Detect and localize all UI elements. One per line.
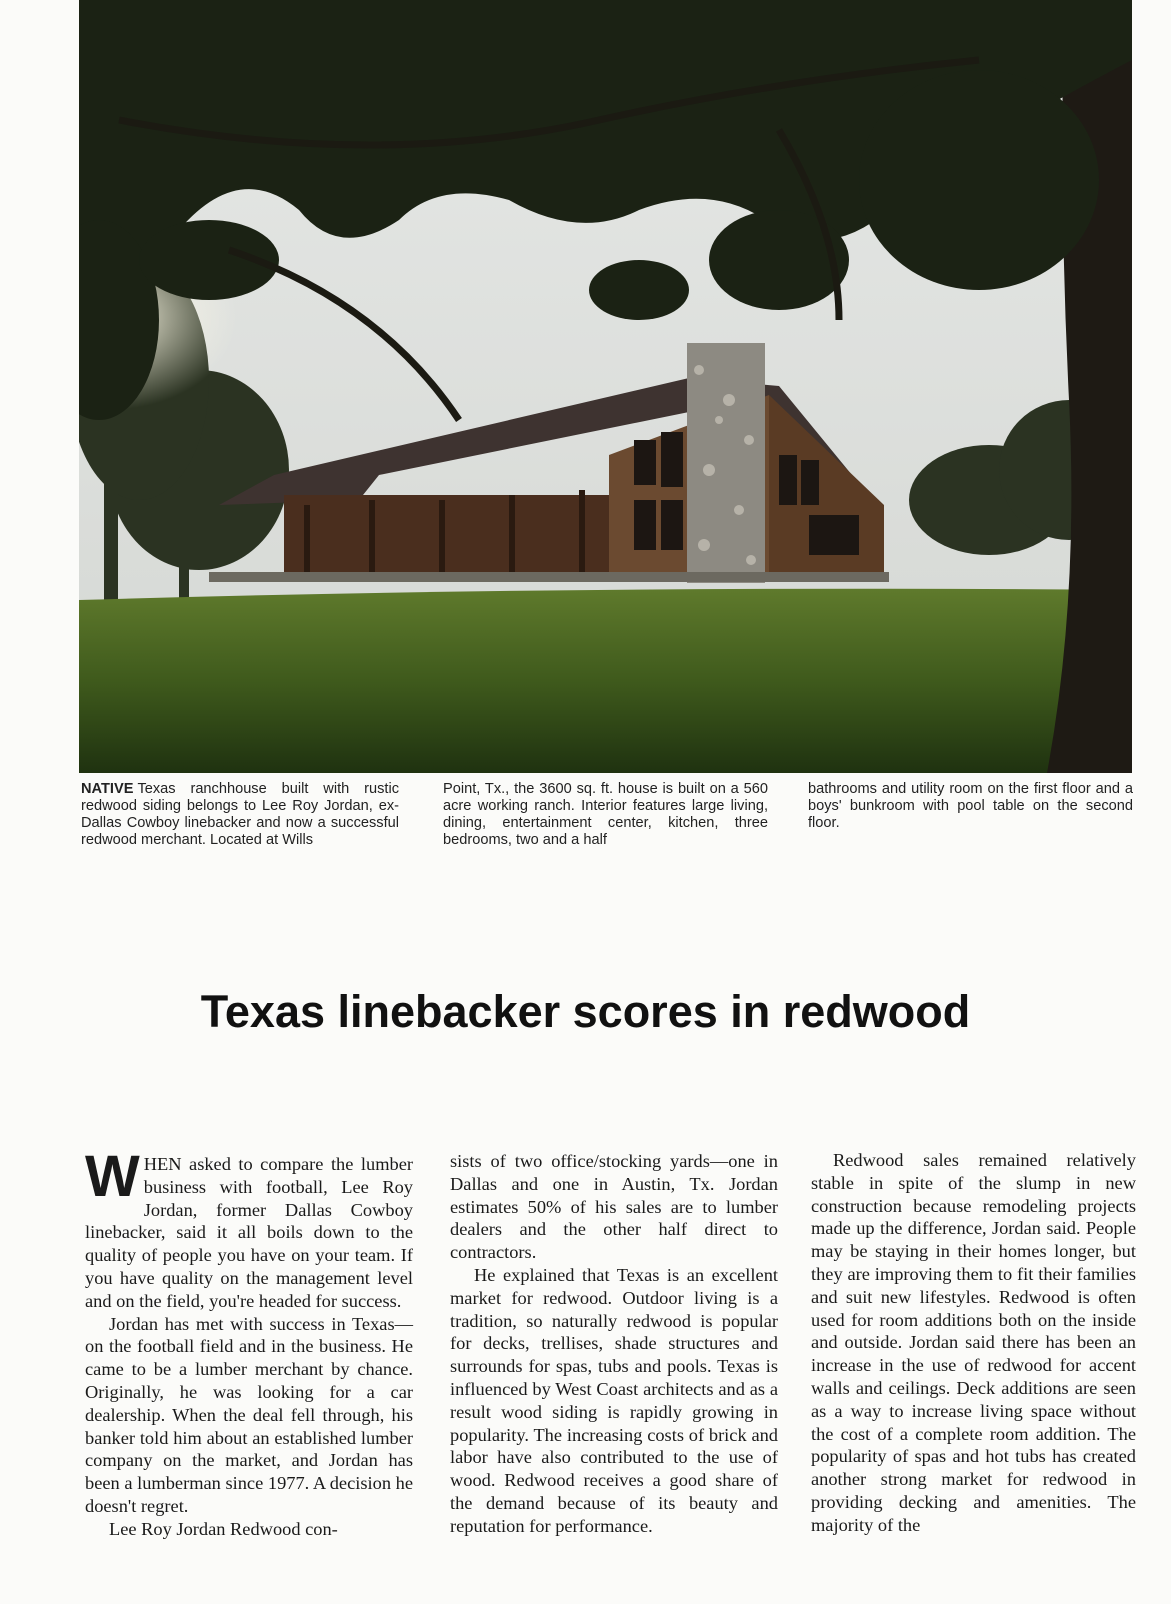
paragraph-text: HEN asked to compare the lumber business with football, Lee Roy Jordan, former Dallas Cowboy linebacker, said it all boils down to the quality of people you have on your team. If you have quality on the management level and on the field, you're headed for success. — [85, 1154, 413, 1311]
ranch-house-illustration — [79, 0, 1132, 773]
article-column-1 — [85, 1144, 413, 1541]
photo-caption-column-3 — [808, 781, 1133, 832]
article-column-3 — [811, 1149, 1136, 1537]
drop-cap: W — [85, 1144, 140, 1209]
article-headline: Texas linebacker scores in redwood — [200, 986, 971, 1037]
article-paragraph: sists of two office/stocking yards—one in Dallas and one in Austin, Tx. Jordan estimates 50% of his sales are to lumber dealers and the other half direct to contractors. — [450, 1151, 778, 1263]
caption-text-3: bathrooms and utility room on the first floor and a boys' bunkroom with pool table on the second floor. — [808, 781, 1133, 831]
caption-lead: NATIVE — [81, 781, 134, 797]
article-paragraph — [85, 1144, 413, 1313]
article-paragraph: Jordan has met with success in Texas—on the football field and in the business. He came to be a lumber merchant by chance. Originally, he was looking for a car dealership. When the deal fell through, his banker told him about an established lumber company on the market, and Jordan has been a lumberman since 1977. A decision he doesn't regret. — [85, 1313, 413, 1516]
caption-text-1: Texas ranchhouse built with rustic redwood siding belongs to Lee Roy Jordan, ex-Dallas Cowboy linebacker and now a successful redwood merchant. Located at Wills — [81, 781, 399, 848]
photo-caption-column-2 — [443, 781, 768, 849]
photo-caption-column-1 — [81, 781, 399, 849]
caption-text-2: Point, Tx., the 3600 sq. ft. house is built on a 560 acre working ranch. Interior features large living, dining, entertainment center, kitchen, three bedrooms, two and a half — [443, 781, 768, 848]
article-paragraph: Redwood sales remained relatively stable in spite of the slump in new construction because remodeling projects made up the difference, Jordan said. People may be staying in their homes longer, but they are improving them to fit their families and suit new lifestyles. Redwood is often used for room additions both on the inside and outside. Jordan said there has been an increase in the use of redwood for accent walls and ceilings. Deck additions are seen as a way to increase living space without the cost of a complete room addition. The popularity of spas and hot tubs has created another strong market for redwood in providing decking and amenities. The majority of the — [811, 1150, 1136, 1535]
ranch-house-photo — [79, 0, 1132, 773]
article-paragraph: He explained that Texas is an excellent market for redwood. Outdoor living is a tradition, so naturally redwood is popular for decks, trellises, shade structures and surrounds for spas, tubs and pools. Texas is influenced by West Coast architects and as a result wood siding is rapidly growing in popularity. The increasing costs of brick and labor have also contributed to the use of wood. Redwood receives a good share of the demand because of its beauty and reputation for performance. — [450, 1264, 778, 1536]
article-paragraph: Lee Roy Jordan Redwood con- — [109, 1518, 338, 1539]
article-column-2 — [450, 1150, 778, 1538]
